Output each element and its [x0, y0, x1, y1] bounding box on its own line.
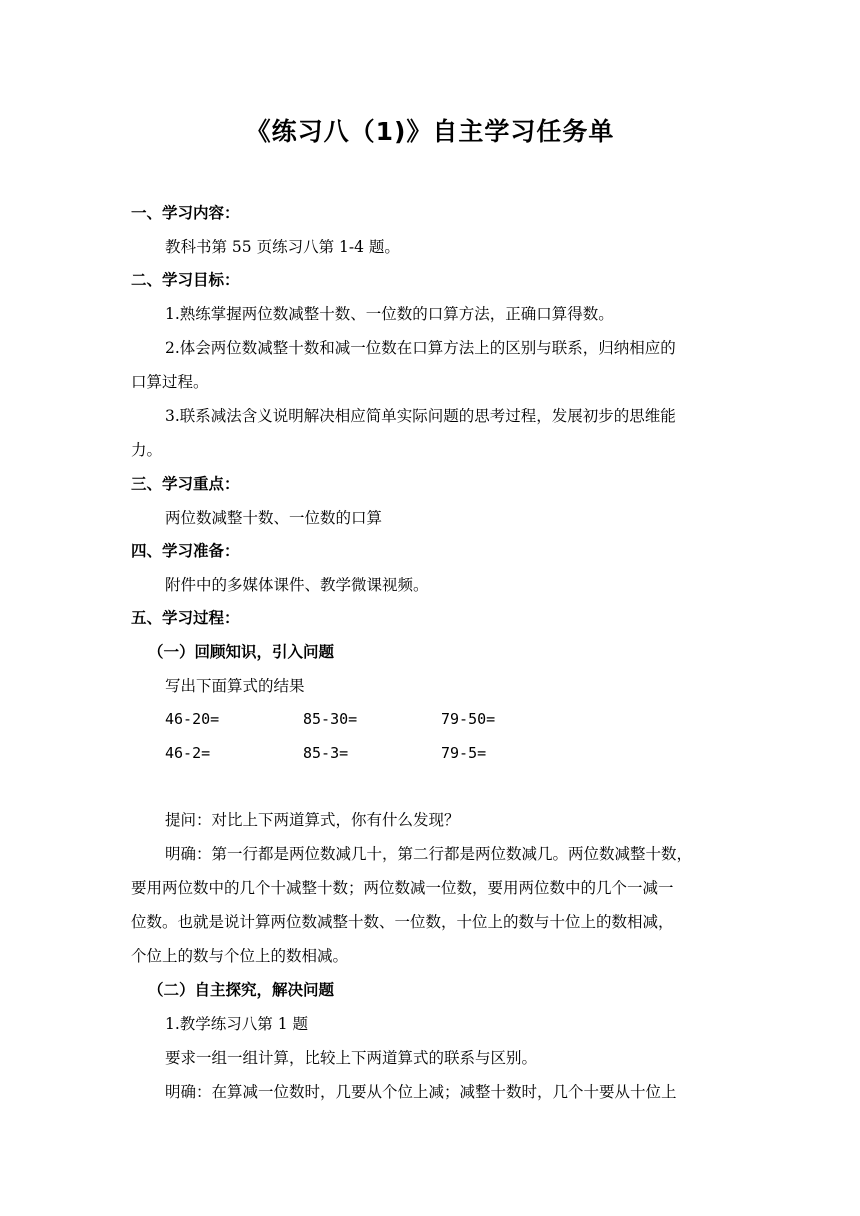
goal-2-line-1: 2.体会两位数减整十数和减一位数在口算方法上的区别与联系，归纳相应的 — [165, 339, 676, 357]
section-heading-content: 一、学习内容： — [131, 204, 240, 222]
goal-1: 1.熟练掌握两位数减整十数、一位数的口算方法，正确口算得数。 — [165, 305, 614, 323]
exercise-item: 85-3= — [303, 744, 349, 762]
goal-3-line-1: 3.联系减法含义说明解决相应简单实际问题的思考过程，发展初步的思维能 — [165, 407, 676, 425]
process-question: 提问：对比上下两道算式，你有什么发现？ — [165, 811, 460, 829]
section-heading-process: 五、学习过程： — [131, 609, 240, 627]
process-clarification-line-3: 位数。也就是说计算两位数减整十数、一位数，十位上的数与十位上的数相减， — [131, 913, 674, 931]
preparation-text: 附件中的多媒体课件、教学微课视频。 — [165, 576, 429, 594]
process-part-1-intro: 写出下面算式的结果 — [165, 677, 305, 695]
process-part-2-heading: （二）自主探究，解决问题 — [148, 981, 335, 999]
section-heading-preparation: 四、学习准备： — [131, 542, 240, 560]
exercise-item: 46-2= — [165, 744, 211, 762]
process-part-2-item: 1.教学练习八第 1 题 — [165, 1015, 309, 1033]
exercise-item: 79-5= — [441, 744, 487, 762]
goal-3-line-2: 力。 — [131, 441, 163, 459]
process-clarification-line-4: 个位上的数与个位上的数相减。 — [131, 947, 349, 965]
section-heading-focus: 三、学习重点： — [131, 475, 240, 493]
process-clarification-line-1: 明确：第一行都是两位数减几十，第二行都是两位数减几。两位数减整十数， — [165, 845, 693, 863]
exercise-item: 79-50= — [441, 710, 496, 728]
goal-2-line-2: 口算过程。 — [131, 373, 209, 391]
process-part-2-clarification: 明确：在算减一位数时，几要从个位上减；减整十数时，几个十要从十位上 — [165, 1083, 677, 1101]
process-clarification-line-2: 要用两位数中的几个十减整十数；两位数减一位数，要用两位数中的几个一减一 — [131, 879, 674, 897]
focus-text: 两位数减整十数、一位数的口算 — [165, 509, 383, 527]
process-part-2-requirement: 要求一组一组计算，比较上下两道算式的联系与区别。 — [165, 1049, 538, 1067]
exercise-item: 85-30= — [303, 710, 358, 728]
exercise-item: 46-20= — [165, 710, 220, 728]
document-title: 《练习八（1)》自主学习任务单 — [245, 117, 615, 146]
section-heading-goals: 二、学习目标： — [131, 271, 240, 289]
process-part-1-heading: （一）回顾知识，引入问题 — [148, 643, 335, 661]
content-text: 教科书第 55 页练习八第 1-4 题。 — [165, 238, 400, 256]
